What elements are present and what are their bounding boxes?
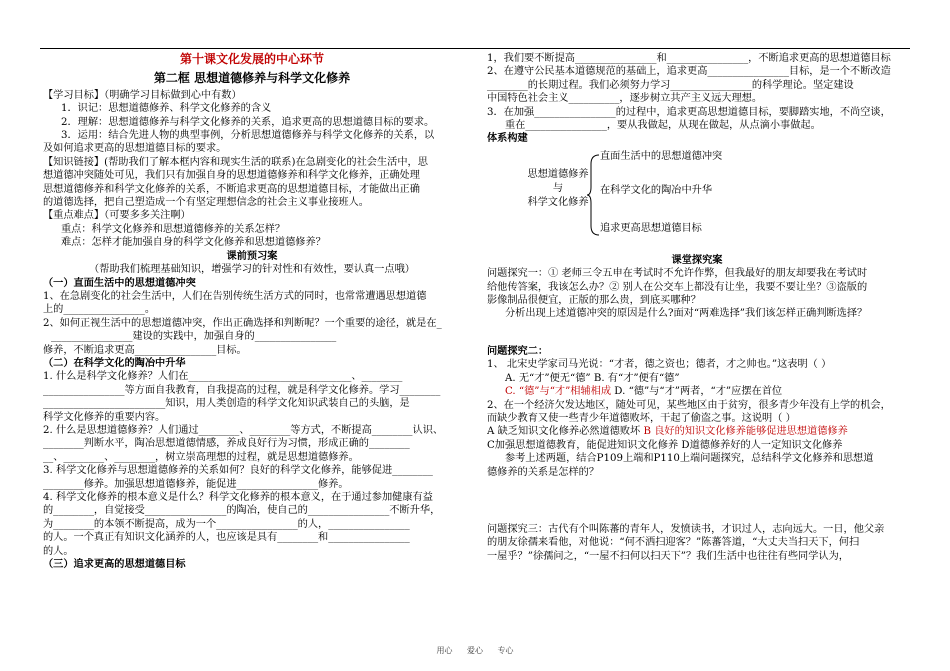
question-2b [487,399,907,426]
text-line: 【知识链接】(帮助我们了解本框内容和现实生活的联系)在急剧变化的社会生活中，思 [43,156,428,168]
option-a: A 缺乏知识文化修养必然道德败坏 [487,426,644,438]
text-line: 难点：怎样才能加强自身的科学文化修养和思想道德修养？ [61,237,326,249]
text-line: ________的长期过程。我们必须努力学习________________的科学理论。坚定建设 [487,79,854,91]
left-column [43,52,461,571]
system-item-3: 追求更高思想道德目标 [600,222,702,234]
text-line: 中国特色社会主义__________，逐步树立共产主义远大理想。 [487,93,763,105]
text-line: 【重点难点】（可要多多关注啊） [43,210,191,222]
text-line: 思想道德修养和科学文化修养的关系，不断追求更高的思想道德目标，才能做出正确 [43,183,420,195]
question-3 [487,523,907,563]
system-label-3: 科学文化修养 [527,196,589,208]
right-exercises [487,52,907,132]
text-line: 2、如何正视生活中的思想道德冲突，作出正确选择和判断呢？一个重要的途径，就是在_ [43,317,442,329]
text-line: ________________建设的实践中，加强自身的________________ [51,331,337,343]
text-line: 为________的本领不断提高，成为一个________________的人，________________ [43,518,410,530]
text-line: 科学文化修养的重要内容。 [43,411,166,423]
text-line: __、________、________，树立崇高理想的过程，就是思想道德修养。 [43,451,359,463]
text-line: 及如何追求更高的思想道德目标的要求。 [43,143,227,155]
question-2-summary [487,452,907,479]
text-line: 【学习目标】（明确学习目标做到心中有数） [43,89,242,101]
system-label-2: 与 [552,182,564,194]
text-line: 2．理解：思想道德修养与科学文化修养的关系，追求更高的思想道德目标的要求。 [61,116,435,128]
lesson-title: 第十课文化发展的中心环节 [179,52,324,66]
section-subtitle: 第二框 思想道德修养与科学文化修养 [153,71,351,86]
left-intro [43,89,461,250]
text-line: 3．在加强________________的过程中，追求更高思想道德目标，要脚踏实地，不尚空谈， [487,106,891,118]
text-line: 问题探究一：① 老师三令五申在考试时不允许作弊，但我最好的朋友却要我在考试时 [487,268,868,280]
text-line: 参考上述两题，结合P109上端和P110上端问题探究，总结科学文化修养和思想道 [505,453,874,465]
text-line: 影像制品很便宜，正版的那么贵，到底买哪种？ [487,295,701,307]
system-heading: 体系构建 [487,132,528,145]
text-line: 分析出现上述道德冲突的原因是什么?面对“两难选择”我们该怎样正确判断选择？ [505,308,868,320]
text-line: 1、 北宋史学家司马光说：“才者，德之资也；德者，才之帅也。”这表明（ ） [487,359,832,371]
text-line: ________判断水平，陶冶思想道德情感，养成良好行为习惯，形成正确的________ [43,438,410,450]
left-exercises [43,277,461,572]
option-b: B 良好的知识文化修养能够促进思想道德修养 [643,426,848,438]
text-line: ________________________知识，用人类创造的科学文化知识武装自己的头脑，是 [43,398,410,410]
question-2b-options-ab [487,425,907,438]
text-line: 问题探究三：古代有个叫陈蕃的青年人，发愤读书，才识过人，志向远大。一日，他父亲 [487,523,885,535]
inquiry-heading: 课堂探究案 [671,253,723,266]
header-rule [40,48,910,49]
question-2-options-cd [487,385,907,398]
preview-note: （帮助我们梳理基础知识，增强学习的针对性和有效性，要认真一点哦） [89,264,415,276]
right-column [487,52,907,563]
text-line: 的道德选择，把自己塑造成一个有坚定理想信念的社会主义事业接班人。 [43,197,369,209]
brace-icon [587,154,601,236]
text-line: 想道德冲突随处可见，我们只有加强自身的思想道德修养和科学文化修养，正确处理 [43,170,420,182]
text-line: 的人。一个真正有知识文化涵养的人，也应该是具有________和________________ [43,532,410,544]
text-line: 1．识记：思想道德修养、科学文化修养的含义 [61,103,272,115]
preview-heading: 课前预习案 [226,249,278,262]
text-line: 1、在急剧变化的社会生活中，人们在告别传统生活方式的同时，也常常遭遇思想道德 [43,290,427,302]
text-line: 一屋乎？”徐孺问之，“一屋不扫何以扫天下”？我们生活中也往往有些同学认为， [487,550,849,562]
system-item-2: 在科学文化的陶冶中升华 [600,184,713,196]
footer-text: 用心 爱心 专心 [436,646,514,655]
text-line: （三）追求更高的思想道德目标 [43,558,186,571]
text-line: 的________，自觉接受________________的陶冶，使自己的________________不断升华， [43,505,441,517]
question-2 [487,358,907,385]
text-line: 而缺少教育又使一些青少年道德败坏，干起了偷盗之事。这说明（ ） [487,412,796,424]
question-1 [487,267,907,321]
system-item-1: 直面生活中的思想道德冲突 [600,150,723,162]
question-2-title: 问题探究二： [487,344,549,357]
text-line: 重点：科学文化修养和思想道德修养的关系怎样？ [61,223,286,235]
text-line: ________修养。加强思想道德修养，能促进________________修养。 [43,478,349,490]
text-line: 2、在一个经济欠发达地区，随处可见，某些地区由于贫穷，很多青少年没有上学的机会， [487,399,891,411]
system-label-1: 思想道德修养 [527,168,589,180]
question-2b-options-cd: C加强思想道德教育，能促进知识文化修养 D道德修养好的人一定知识文化修养 [487,439,843,451]
text-line: 的朋友徐孺来看他，对他说：“何不洒扫迎客？”陈蕃答道，“大丈夫当扫天下，何扫 [487,537,860,549]
text-line: 3．运用：结合先进人物的典型事例，分析思想道德修养与科学文化修养的关系，以 [61,130,435,142]
text-line: 给他传答案，我该怎么办？② 别人在公交车上都没有让坐，我要不要让坐？③盗版的 [487,281,868,293]
text-line: 3. 科学文化修养与思想道德修养的关系如何？良好的科学文化修养，能够促进________ [43,465,433,477]
text-line: 4. 科学文化修养的根本意义是什么？科学文化修养的根本意义，在于通过参加健康有益 [43,492,433,503]
text-line: 2、在遵守公民基本道德规范的基础上，追求更高________________目标，是一个不断改造 [487,66,891,78]
option-d: D. “德”与“才”两者，“才”应摆在首位 [611,386,783,398]
text-line: （一）直面生活中的思想道德冲突 [43,276,196,289]
text-line: 德修养的关系是怎样的？ [487,466,600,478]
text-line: A. 无“才”便无“德” B. 有“才”便有“德” [505,372,680,384]
text-line: 1. 什么是科学文化修养？人们在________________________________、________ [43,371,403,383]
text-line: 的人。 [43,545,74,557]
text-line: ________________等方面自我教育，自我提高的过程，就是科学文化修养。学习________ [43,384,441,396]
option-c: C. “德”与“才”相辅相成 [505,386,612,398]
text-line: 修养，不断追求更高________________目标。 [43,344,247,356]
system-diagram [487,148,907,240]
system-label [523,168,593,210]
text-line: （二）在科学文化的陶冶中升华 [43,356,186,369]
text-line: 重在________________，要从我做起，从现在做起，从点滴小事做起。 [505,120,821,132]
text-line: 上的________________。 [43,304,156,316]
text-line: 1，我们要不断提高________________和________________，不断追求更高的思想道德目标 [487,53,891,64]
text-line: 2. 什么是思想道德修养？人们通过________、________等方式，不断提高________认识、 [43,424,444,436]
